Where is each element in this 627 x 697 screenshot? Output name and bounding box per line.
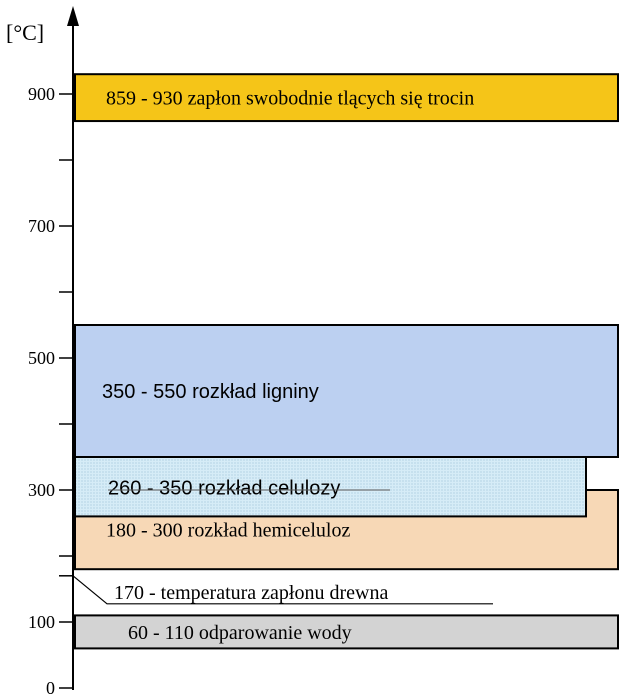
band-label-water: 60 - 110 odparowanie wody (128, 621, 352, 644)
y-tick-label-300: 300 (28, 480, 55, 500)
y-tick-label-900: 900 (28, 84, 55, 104)
y-axis-arrow-icon (67, 6, 79, 26)
y-tick-label-500: 500 (28, 348, 55, 368)
band-label-lignin: 350 - 550 rozkład ligniny (102, 381, 319, 403)
y-axis-label: [°C] (6, 20, 45, 45)
y-tick-label-100: 100 (28, 612, 55, 632)
band-label-cellulose: 260 - 350 rozkład celulozy (108, 477, 341, 500)
band-label-hemicellulose: 180 - 300 rozkład hemiceluloz (106, 519, 351, 542)
y-tick-label-0: 0 (46, 678, 55, 697)
band-label-sawdust: 859 - 930 zapłon swobodnie tlących się trocin (106, 87, 475, 110)
y-tick-label-700: 700 (28, 216, 55, 236)
annotation-label: 170 - temperatura zapłonu drewna (114, 581, 389, 604)
